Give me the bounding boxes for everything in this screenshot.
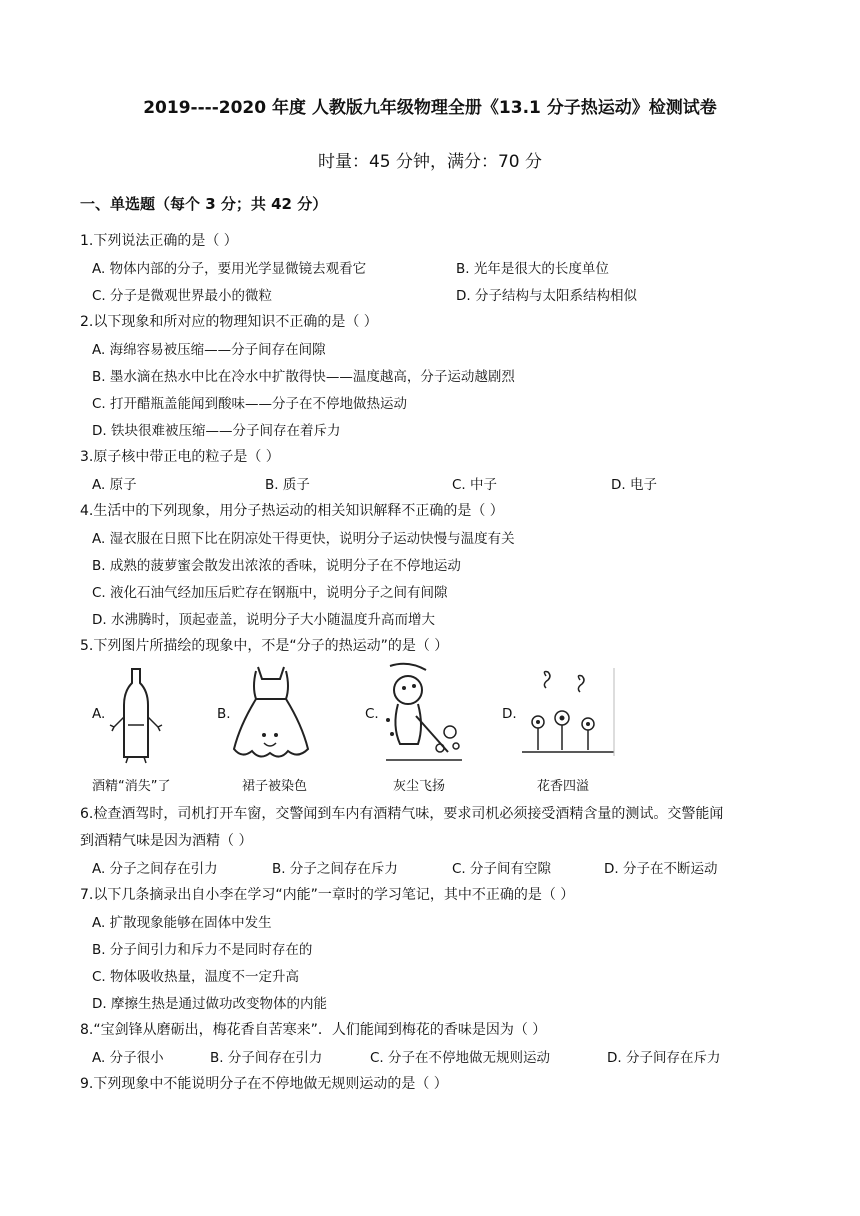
question-6-stem: 6.检查酒驾时，司机打开车窗，交警闻到车内有酒精气味，要求司机必须接受酒精含量的测试。交警能闻	[80, 806, 724, 822]
question-7-option-c: C. 物体吸收热量，温度不一定升高	[92, 969, 300, 985]
question-7-option-b: B. 分子间引力和斥力不是同时存在的	[92, 942, 313, 958]
question-8-option-b: B. 分子间存在引力	[210, 1050, 323, 1066]
question-2-option-a: A. 海绵容易被压缩——分子间存在间隙	[92, 342, 326, 358]
question-1-option-c: C. 分子是微观世界最小的微粒	[92, 288, 273, 304]
question-9-stem: 9.下列现象中不能说明分子在不停地做无规则运动的是（ ）	[80, 1076, 448, 1092]
question-1-stem: 1.下列说法正确的是（ ）	[80, 233, 238, 249]
question-3-option-c: C. 中子	[452, 477, 498, 493]
question-7-stem: 7.以下几条摘录出自小李在学习“内能”一章时的学习笔记，其中不正确的是（ ）	[80, 887, 575, 903]
dust-figure	[378, 660, 464, 770]
question-5-option-c: C.	[365, 706, 379, 722]
question-6-option-c: C. 分子间有空隙	[452, 861, 552, 877]
question-8-option-d: D. 分子间存在斥力	[607, 1050, 721, 1066]
question-5-caption-a: 酒精“消失”了	[92, 779, 171, 794]
question-3-option-a: A. 原子	[92, 477, 137, 493]
page-title: 2019----2020 年度 人教版九年级物理全册《13.1 分子热运动》检测试卷	[143, 98, 717, 118]
question-5-option-d: D.	[502, 706, 517, 722]
question-5-stem: 5.下列图片所描绘的现象中，不是“分子的热运动”的是（ ）	[80, 638, 449, 654]
question-1-option-a: A. 物体内部的分子，要用光学显微镜去观看它	[92, 261, 367, 277]
question-5-option-b: B.	[217, 706, 231, 722]
question-4-option-a: A. 湿衣服在日照下比在阴凉处干得更快，说明分子运动快慢与温度有关	[92, 531, 515, 547]
question-6-option-a: A. 分子之间存在引力	[92, 861, 218, 877]
bottle-figure	[108, 665, 164, 769]
question-5-option-a: A.	[92, 706, 106, 722]
question-7-option-d: D. 摩擦生热是通过做功改变物体的内能	[92, 996, 327, 1012]
question-3-option-b: B. 质子	[265, 477, 310, 493]
question-2-option-b: B. 墨水滴在热水中比在冷水中扩散得快——温度越高，分子运动越剧烈	[92, 369, 515, 385]
question-6-stem-continued: 到酒精气味是因为酒精（ ）	[80, 833, 253, 849]
question-6-option-b: B. 分子之间存在斥力	[272, 861, 398, 877]
question-7-option-a: A. 扩散现象能够在固体中发生	[92, 915, 272, 931]
question-3-option-d: D. 电子	[611, 477, 657, 493]
question-1-option-d: D. 分子结构与太阳系结构相似	[456, 288, 637, 304]
question-4-stem: 4.生活中的下列现象，用分子热运动的相关知识解释不正确的是（ ）	[80, 503, 504, 519]
question-5-caption-d: 花香四溢	[537, 779, 590, 794]
flowers-figure	[518, 666, 618, 766]
question-6-option-d: D. 分子在不断运动	[604, 861, 718, 877]
question-4-option-d: D. 水沸腾时，顶起壶盖，说明分子大小随温度升高而增大	[92, 612, 435, 628]
question-2-option-d: D. 铁块很难被压缩——分子间存在着斥力	[92, 423, 341, 439]
question-8-stem: 8.“宝剑锋从磨砺出，梅花香自苦寒来”．人们能闻到梅花的香味是因为（ ）	[80, 1022, 547, 1038]
question-8-option-a: A. 分子很小	[92, 1050, 164, 1066]
question-4-option-b: B. 成熟的菠萝蜜会散发出浓浓的香味，说明分子在不停地运动	[92, 558, 461, 574]
question-4-option-c: C. 液化石油气经加压后贮存在钢瓶中，说明分子之间有间隙	[92, 585, 448, 601]
question-3-stem: 3.原子核中带正电的粒子是（ ）	[80, 449, 280, 465]
dress-figure	[230, 665, 312, 767]
question-5-caption-b: 裙子被染色	[242, 779, 308, 794]
question-1-option-b: B. 光年是很大的长度单位	[456, 261, 609, 277]
exam-info: 时量：45 分钟，满分：70 分	[317, 152, 543, 172]
question-5-caption-c: 灰尘飞扬	[393, 779, 446, 794]
section-heading: 一、单选题（每个 3 分；共 42 分）	[80, 195, 328, 213]
question-2-option-c: C. 打开醋瓶盖能闻到酸味——分子在不停地做热运动	[92, 396, 408, 412]
question-2-stem: 2.以下现象和所对应的物理知识不正确的是（ ）	[80, 314, 378, 330]
question-8-option-c: C. 分子在不停地做无规则运动	[370, 1050, 551, 1066]
